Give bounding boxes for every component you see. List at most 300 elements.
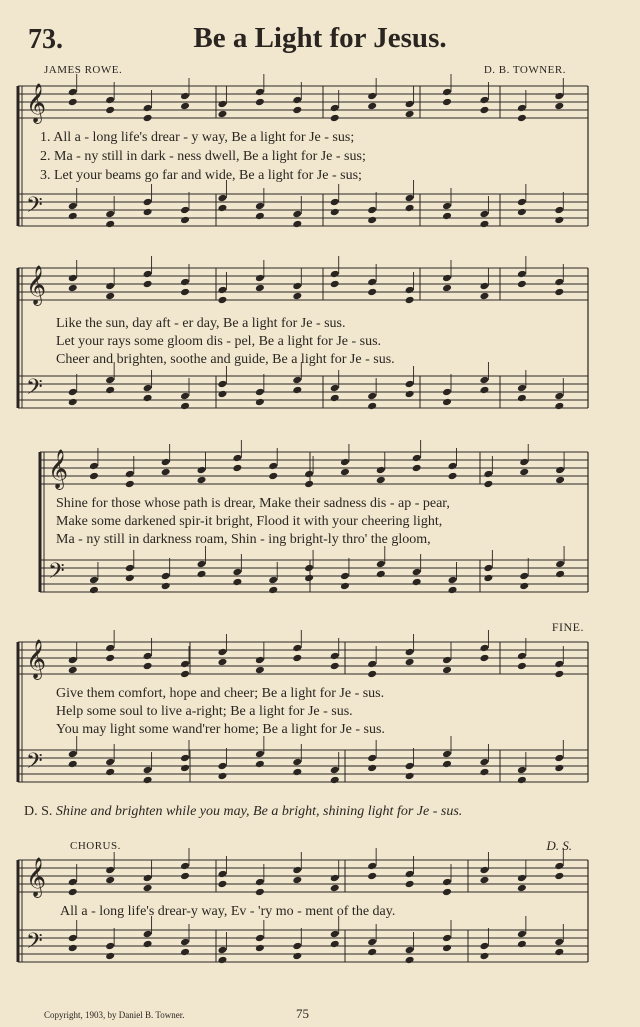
note-head xyxy=(268,576,278,585)
note-head xyxy=(554,764,564,773)
note-head xyxy=(304,574,314,583)
note-head xyxy=(292,376,302,385)
note-head xyxy=(292,386,302,395)
note-head xyxy=(292,220,302,229)
note-head xyxy=(180,392,190,401)
note-head xyxy=(105,654,115,663)
note-head xyxy=(555,570,565,579)
note-head xyxy=(517,766,527,775)
lyric-verse-2-line-4: Help some soul to live a-right; Be a light for Je - sus. xyxy=(56,704,353,719)
note-head xyxy=(517,104,527,113)
note-head xyxy=(412,568,422,577)
note-head xyxy=(255,202,265,211)
note-head xyxy=(376,476,386,485)
note-head xyxy=(554,206,564,215)
note-head xyxy=(442,98,452,107)
note-head xyxy=(367,392,377,401)
bass-clef-icon: 𝄢 xyxy=(26,193,43,223)
lyric-verse-3-line-2: Cheer and brighten, soothe and guide, Be a light for Je - sus. xyxy=(56,352,395,367)
note-head xyxy=(197,570,207,579)
note-head xyxy=(554,392,564,401)
lyric-verse-1-line-2: Like the sun, day aft - er day, Be a light for Je - sus. xyxy=(56,316,346,331)
note-head xyxy=(479,952,489,961)
note-head xyxy=(180,92,190,101)
note-head xyxy=(217,204,227,213)
note-head xyxy=(180,872,190,881)
note-head xyxy=(517,776,527,785)
note-head xyxy=(89,462,99,471)
note-head xyxy=(232,568,242,577)
note-head xyxy=(376,466,386,475)
note-head xyxy=(143,270,153,279)
note-head xyxy=(180,670,190,679)
note-head xyxy=(143,662,153,671)
note-head xyxy=(376,570,386,579)
note-head xyxy=(255,398,265,407)
note-head xyxy=(554,278,564,287)
note-head xyxy=(143,208,153,217)
note-head xyxy=(217,390,227,399)
note-head xyxy=(442,888,452,897)
note-head xyxy=(68,888,78,897)
note-head xyxy=(405,880,415,889)
note-head xyxy=(483,564,493,573)
note-head xyxy=(89,576,99,585)
lyric-verse-2-line-2: Let your rays some gloom dis - pel, Be a light for Je - sus. xyxy=(56,334,382,349)
note-head xyxy=(105,376,115,385)
note-head xyxy=(519,458,529,467)
note-head xyxy=(143,104,153,113)
note-head xyxy=(483,470,493,479)
note-head xyxy=(340,468,350,477)
note-head xyxy=(255,750,265,759)
note-head xyxy=(105,768,115,777)
note-head xyxy=(217,956,227,965)
treble-clef-icon: 𝄞 xyxy=(26,265,47,305)
note-head xyxy=(268,586,278,595)
note-head xyxy=(442,666,452,675)
note-head xyxy=(68,666,78,675)
note-head xyxy=(405,194,415,203)
note-head xyxy=(367,948,377,957)
note-head xyxy=(554,402,564,411)
note-head xyxy=(268,462,278,471)
note-head xyxy=(255,284,265,293)
note-head xyxy=(292,644,302,653)
note-head xyxy=(367,660,377,669)
note-head xyxy=(340,582,350,591)
note-head xyxy=(479,282,489,291)
note-head xyxy=(517,270,527,279)
note-head xyxy=(105,644,115,653)
note-head xyxy=(405,100,415,109)
note-head xyxy=(448,462,458,471)
note-head xyxy=(479,210,489,219)
note-head xyxy=(330,198,340,207)
note-head xyxy=(105,942,115,951)
note-head xyxy=(161,582,171,591)
note-head xyxy=(180,862,190,871)
note-head xyxy=(442,388,452,397)
note-head xyxy=(292,866,302,875)
note-head xyxy=(105,292,115,301)
note-head xyxy=(517,208,527,217)
note-head xyxy=(554,670,564,679)
note-head xyxy=(479,758,489,767)
note-head xyxy=(376,560,386,569)
note-head xyxy=(304,470,314,479)
note-head xyxy=(405,380,415,389)
note-head xyxy=(448,586,458,595)
note-head xyxy=(517,884,527,893)
note-head xyxy=(479,376,489,385)
note-head xyxy=(367,872,377,881)
note-head xyxy=(554,92,564,101)
note-head xyxy=(479,292,489,301)
note-head xyxy=(105,866,115,875)
note-head xyxy=(143,940,153,949)
note-head xyxy=(217,100,227,109)
lyric-verse-3-line-4: You may light some wand'rer home; Be a light for Je - sus. xyxy=(56,722,385,737)
note-head xyxy=(330,776,340,785)
note-head xyxy=(255,212,265,221)
note-head xyxy=(292,106,302,115)
note-head xyxy=(442,88,452,97)
note-head xyxy=(330,270,340,279)
note-head xyxy=(367,754,377,763)
note-head xyxy=(479,876,489,885)
note-head xyxy=(180,764,190,773)
note-head xyxy=(180,402,190,411)
note-head xyxy=(292,952,302,961)
note-head xyxy=(479,386,489,395)
note-head xyxy=(340,458,350,467)
lyric-verse-1-line-3: Shine for those whose path is drear, Make their sadness dis - ap - pear, xyxy=(56,496,450,511)
note-head xyxy=(405,286,415,295)
note-head xyxy=(442,934,452,943)
ds-label: D. S. xyxy=(24,804,53,819)
note-head xyxy=(405,772,415,781)
note-head xyxy=(105,876,115,885)
note-head xyxy=(197,476,207,485)
note-head xyxy=(405,658,415,667)
note-head xyxy=(268,472,278,481)
note-head xyxy=(519,468,529,477)
note-head xyxy=(292,96,302,105)
note-head xyxy=(217,110,227,119)
note-head xyxy=(412,578,422,587)
note-head xyxy=(89,472,99,481)
note-head xyxy=(105,106,115,115)
note-head xyxy=(330,280,340,289)
note-head xyxy=(405,956,415,965)
note-head xyxy=(217,880,227,889)
note-head xyxy=(105,952,115,961)
note-head xyxy=(125,480,135,489)
note-head xyxy=(304,564,314,573)
note-head xyxy=(330,940,340,949)
note-head xyxy=(519,572,529,581)
note-head xyxy=(519,582,529,591)
copyright: Copyright, 1903, by Daniel B. Towner. xyxy=(44,1010,185,1020)
bass-clef-icon: 𝄢 xyxy=(26,749,43,779)
note-head xyxy=(180,948,190,957)
note-head xyxy=(143,652,153,661)
note-head xyxy=(217,194,227,203)
note-head xyxy=(255,934,265,943)
note-head xyxy=(180,660,190,669)
note-head xyxy=(442,656,452,665)
author-credit: JAMES ROWE. xyxy=(44,64,123,76)
note-head xyxy=(255,760,265,769)
note-head xyxy=(330,208,340,217)
note-head xyxy=(442,760,452,769)
note-head xyxy=(479,654,489,663)
note-head xyxy=(143,280,153,289)
note-head xyxy=(405,296,415,305)
ds-mark: D. S. xyxy=(546,838,572,853)
note-head xyxy=(330,874,340,883)
note-head xyxy=(517,662,527,671)
note-head xyxy=(412,464,422,473)
note-head xyxy=(442,284,452,293)
note-head xyxy=(367,402,377,411)
note-head xyxy=(367,278,377,287)
note-head xyxy=(479,96,489,105)
note-head xyxy=(68,398,78,407)
lyric-verse-3-line-3: Ma - ny still in darkness roam, Shin - ing bright-ly thro' the gloom, xyxy=(56,532,431,547)
note-head xyxy=(161,572,171,581)
note-head xyxy=(217,380,227,389)
note-head xyxy=(367,216,377,225)
note-head xyxy=(483,480,493,489)
note-head xyxy=(340,572,350,581)
note-head xyxy=(217,286,227,295)
note-head xyxy=(255,888,265,897)
note-head xyxy=(554,660,564,669)
note-head xyxy=(217,946,227,955)
note-head xyxy=(367,938,377,947)
note-head xyxy=(554,102,564,111)
note-head xyxy=(143,114,153,123)
chorus-label: CHORUS. xyxy=(70,840,121,852)
note-head xyxy=(255,274,265,283)
note-head xyxy=(292,876,302,885)
bass-clef-icon: 𝄢 xyxy=(26,375,43,405)
note-head xyxy=(68,284,78,293)
note-head xyxy=(68,656,78,665)
note-head xyxy=(180,288,190,297)
lyric-verse-2-line-1: 2. Ma - ny still in dark - ness dwell, Be a light for Je - sus; xyxy=(40,149,366,164)
note-head xyxy=(330,114,340,123)
note-head xyxy=(255,944,265,953)
note-head xyxy=(125,564,135,573)
note-head xyxy=(255,98,265,107)
treble-clef-icon: 𝄞 xyxy=(26,639,47,679)
note-head xyxy=(161,458,171,467)
note-head xyxy=(180,206,190,215)
note-head xyxy=(554,216,564,225)
note-head xyxy=(143,766,153,775)
note-head xyxy=(197,466,207,475)
note-head xyxy=(180,938,190,947)
note-head xyxy=(217,658,227,667)
note-head xyxy=(68,934,78,943)
note-head xyxy=(143,884,153,893)
note-head xyxy=(367,670,377,679)
note-head xyxy=(255,878,265,887)
note-head xyxy=(292,654,302,663)
ds-instruction xyxy=(24,804,462,820)
note-head xyxy=(105,386,115,395)
note-head xyxy=(517,384,527,393)
note-head xyxy=(217,296,227,305)
note-head xyxy=(517,394,527,403)
note-head xyxy=(479,942,489,951)
note-head xyxy=(554,288,564,297)
note-head xyxy=(479,106,489,115)
note-head xyxy=(448,472,458,481)
note-head xyxy=(292,282,302,291)
note-head xyxy=(304,480,314,489)
lyric-verse-3-line-1: 3. Let your beams go far and wide, Be a light for Je - sus; xyxy=(40,168,362,183)
note-head xyxy=(68,88,78,97)
note-head xyxy=(330,930,340,939)
note-head xyxy=(105,220,115,229)
note-head xyxy=(105,210,115,219)
note-head xyxy=(330,652,340,661)
note-head xyxy=(232,578,242,587)
note-head xyxy=(517,940,527,949)
note-head xyxy=(330,662,340,671)
note-head xyxy=(68,274,78,283)
lyric-verse-1-line-1: 1. All a - long life's drear - y way, Be a light for Je - sus; xyxy=(40,130,355,145)
note-head xyxy=(217,772,227,781)
note-head xyxy=(232,464,242,473)
treble-clef-icon: 𝄞 xyxy=(26,83,47,123)
page-number: 75 xyxy=(296,1006,309,1021)
note-head xyxy=(330,104,340,113)
note-head xyxy=(180,216,190,225)
note-head xyxy=(180,754,190,763)
lyric-verse-1-line-4: Give them comfort, hope and cheer; Be a light for Je - sus. xyxy=(56,686,385,701)
note-head xyxy=(442,878,452,887)
note-head xyxy=(143,930,153,939)
note-head xyxy=(555,476,565,485)
note-head xyxy=(367,862,377,871)
note-head xyxy=(442,398,452,407)
note-head xyxy=(405,110,415,119)
note-head xyxy=(68,750,78,759)
note-head xyxy=(517,930,527,939)
note-head xyxy=(197,560,207,569)
note-head xyxy=(105,96,115,105)
note-head xyxy=(68,878,78,887)
note-head xyxy=(143,384,153,393)
note-head xyxy=(367,92,377,101)
note-head xyxy=(143,776,153,785)
note-head xyxy=(555,560,565,569)
note-head xyxy=(405,870,415,879)
note-head xyxy=(442,202,452,211)
note-head xyxy=(405,390,415,399)
note-head xyxy=(442,274,452,283)
note-head xyxy=(330,884,340,893)
note-head xyxy=(330,394,340,403)
note-head xyxy=(89,586,99,595)
note-head xyxy=(161,468,171,477)
note-head xyxy=(554,872,564,881)
treble-clef-icon: 𝄞 xyxy=(48,449,69,489)
note-head xyxy=(517,874,527,883)
note-head xyxy=(180,278,190,287)
lyric-verse-2-line-3: Make some darkened spir-it bright, Flood it with your cheering light, xyxy=(56,514,443,529)
note-head xyxy=(412,454,422,463)
note-head xyxy=(405,946,415,955)
note-head xyxy=(479,768,489,777)
note-head xyxy=(554,754,564,763)
note-head xyxy=(330,384,340,393)
note-head xyxy=(405,204,415,213)
note-head xyxy=(255,388,265,397)
note-head xyxy=(125,470,135,479)
note-head xyxy=(442,212,452,221)
note-head xyxy=(292,758,302,767)
note-head xyxy=(105,758,115,767)
note-head xyxy=(292,942,302,951)
note-head xyxy=(479,866,489,875)
note-head xyxy=(125,574,135,583)
note-head xyxy=(479,220,489,229)
note-head xyxy=(405,762,415,771)
note-head xyxy=(367,764,377,773)
treble-clef-icon: 𝄞 xyxy=(26,857,47,897)
note-head xyxy=(68,98,78,107)
note-head xyxy=(517,114,527,123)
note-head xyxy=(68,760,78,769)
note-head xyxy=(180,102,190,111)
lyric-chorus: All a - long life's drear-y way, Ev - 'ry mo - ment of the day. xyxy=(60,904,396,919)
note-head xyxy=(367,288,377,297)
note-head xyxy=(479,644,489,653)
note-head xyxy=(517,652,527,661)
note-head xyxy=(217,870,227,879)
note-head xyxy=(68,944,78,953)
fine-marking: FINE. xyxy=(551,620,584,634)
note-head xyxy=(292,210,302,219)
note-head xyxy=(232,454,242,463)
note-head xyxy=(105,282,115,291)
note-head xyxy=(68,388,78,397)
note-head xyxy=(255,88,265,97)
ds-text: Shine and brighten while you may, Be a bright, shining light for Je - sus. xyxy=(55,804,463,819)
note-head xyxy=(330,766,340,775)
note-head xyxy=(292,292,302,301)
note-head xyxy=(442,944,452,953)
note-head xyxy=(292,768,302,777)
note-head xyxy=(217,648,227,657)
hymn-title: Be a Light for Jesus. xyxy=(193,22,447,54)
note-head xyxy=(554,938,564,947)
note-head xyxy=(555,466,565,475)
note-head xyxy=(448,576,458,585)
note-head xyxy=(143,394,153,403)
composer-credit: D. B. TOWNER. xyxy=(483,64,566,76)
note-head xyxy=(68,202,78,211)
note-head xyxy=(367,206,377,215)
note-head xyxy=(405,648,415,657)
note-head xyxy=(517,198,527,207)
